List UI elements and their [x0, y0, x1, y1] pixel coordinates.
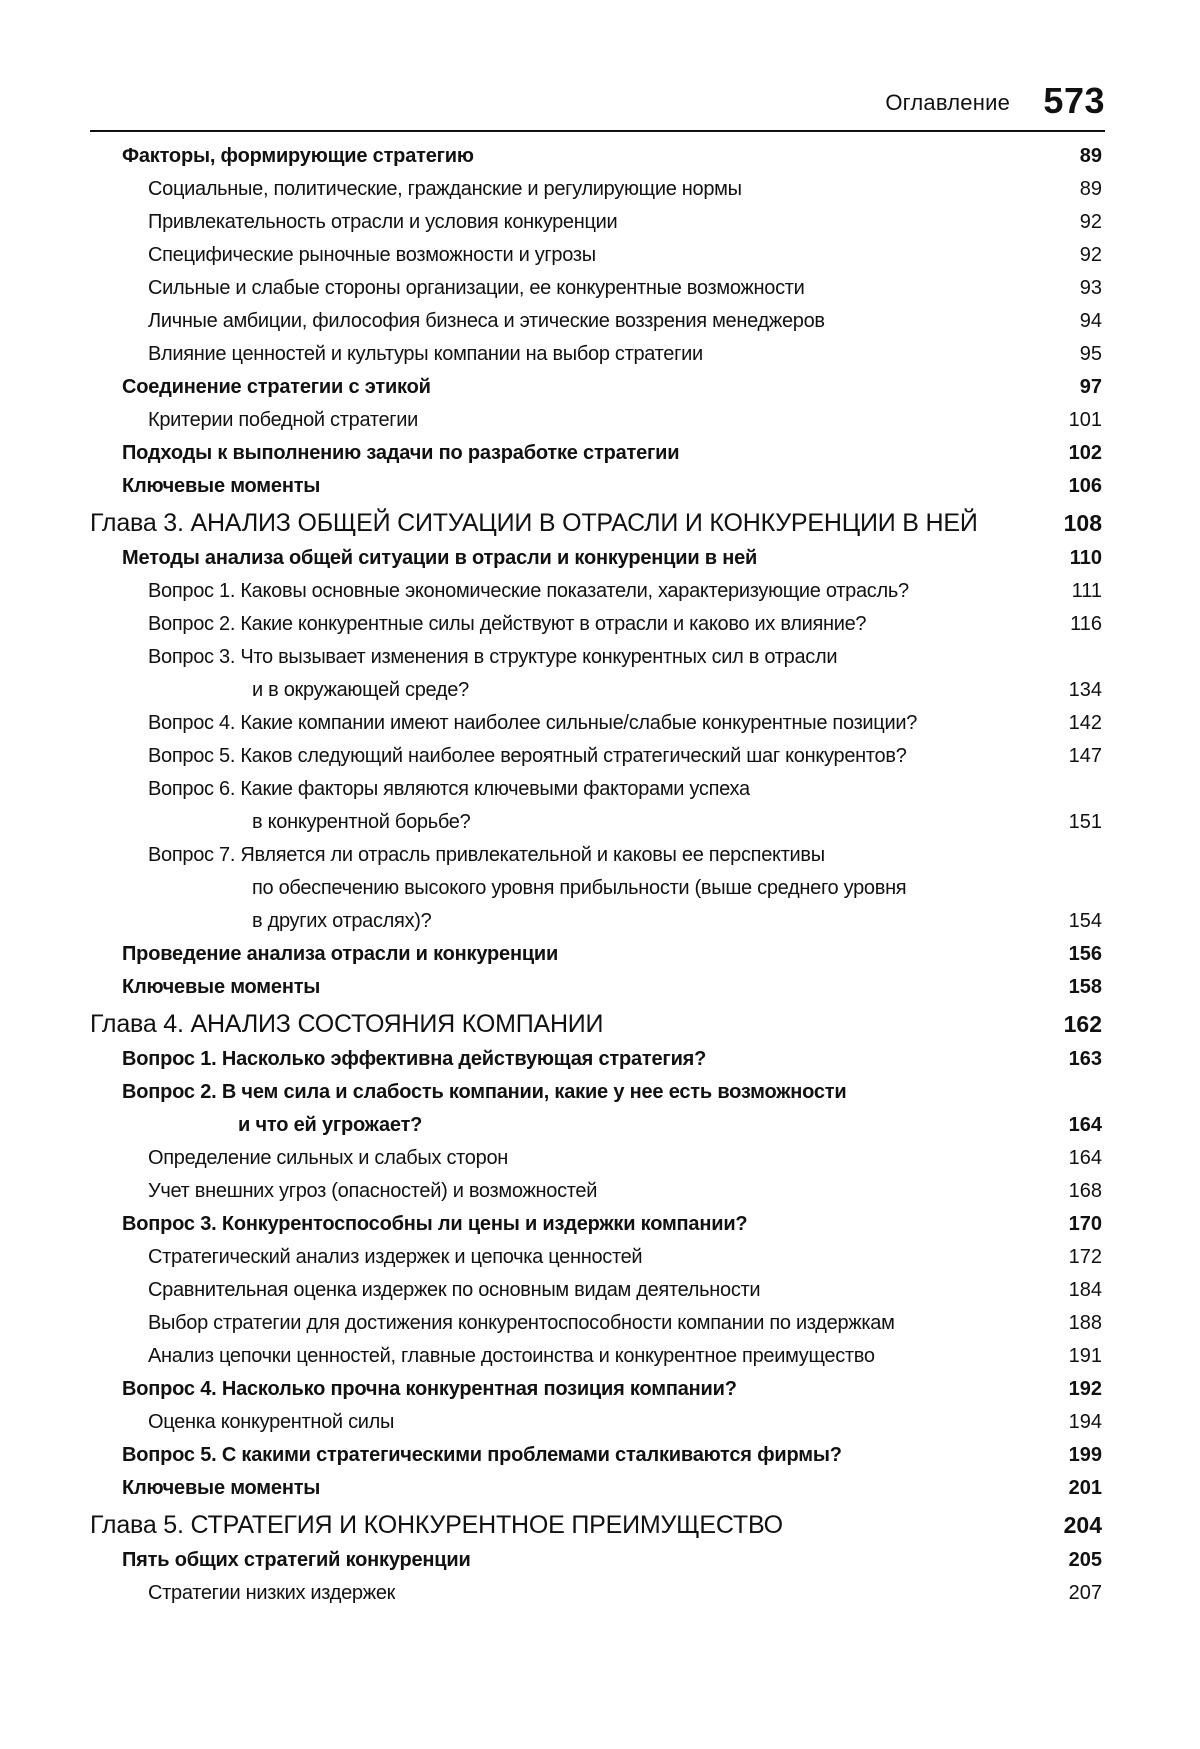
toc-subsection-row — [90, 305, 1102, 338]
toc-entry-page: 201 — [1068, 1477, 1102, 1499]
toc-entry-page: 89 — [1079, 145, 1102, 167]
toc-entry-title: Анализ цепочки ценностей, главные достоинства и конкурентное преимущество — [148, 1345, 875, 1367]
toc-entry-title: и что ей угрожает? — [238, 1114, 423, 1136]
toc-entry-title: Вопрос 4. Насколько прочна конкурентная позиция компании? — [122, 1378, 737, 1400]
toc-entry-page: 188 — [1068, 1312, 1102, 1334]
toc-entry-page: 170 — [1068, 1213, 1102, 1235]
toc-entry-page: 172 — [1068, 1246, 1102, 1268]
toc-entry-page: 93 — [1079, 277, 1102, 299]
toc-subsection-row — [90, 1577, 1102, 1610]
toc-section-row — [90, 1109, 1102, 1142]
toc-entry-title: Сильные и слабые стороны организации, ее конкурентные возможности — [148, 277, 805, 299]
toc-chapter-row — [90, 505, 1102, 542]
toc-section-row — [90, 542, 1102, 575]
toc-entry-title: Вопрос 7. Является ли отрасль привлекательной и каковы ее перспективы — [148, 844, 825, 866]
toc-subsection-row — [90, 806, 1102, 839]
toc-chapter-row — [90, 1507, 1102, 1544]
toc-entry-title: Глава 4. АНАЛИЗ СОСТОЯНИЯ КОМПАНИИ — [90, 1010, 604, 1038]
toc-entry-title: Вопрос 1. Насколько эффективна действующая стратегия? — [122, 1048, 707, 1070]
toc-entry-title: Методы анализа общей ситуации в отрасли и конкуренции в ней — [122, 547, 758, 569]
toc-entry-title: Вопрос 2. В чем сила и слабость компании, какие у нее есть возможности — [122, 1081, 847, 1103]
toc-entry-title: Привлекательность отрасли и условия конкуренции — [148, 211, 618, 233]
toc-chapter-row — [90, 1006, 1102, 1043]
toc-subsection-row — [90, 404, 1102, 437]
toc-entry-title: Вопрос 3. Что вызывает изменения в структуре конкурентных сил в отрасли — [148, 646, 838, 668]
table-of-contents — [90, 140, 1102, 1610]
toc-entry-title: Вопрос 1. Каковы основные экономические показатели, характеризующие отрасль? — [148, 580, 909, 602]
toc-subsection-row — [90, 608, 1102, 641]
toc-subsection-row — [90, 206, 1102, 239]
toc-entry-title: Стратегии низких издержек — [148, 1582, 396, 1604]
toc-entry-page: 204 — [1063, 1512, 1102, 1538]
toc-entry-page: 92 — [1079, 211, 1102, 233]
toc-entry-page: 102 — [1068, 442, 1102, 464]
toc-entry-title: Критерии победной стратегии — [148, 409, 419, 431]
toc-section-row — [90, 1544, 1102, 1577]
toc-entry-title: Соединение стратегии с этикой — [122, 376, 431, 398]
toc-entry-title: Вопрос 5. С какими стратегическими проблемами сталкиваются фирмы? — [122, 1444, 842, 1466]
toc-entry-page: 163 — [1068, 1048, 1102, 1070]
toc-entry-page: 191 — [1068, 1345, 1102, 1367]
toc-entry-page: 156 — [1068, 943, 1102, 965]
toc-entry-page: 205 — [1068, 1549, 1102, 1571]
toc-subsection-row — [90, 872, 1102, 905]
toc-entry-title: Специфические рыночные возможности и угрозы — [148, 244, 596, 266]
toc-entry-page: 194 — [1068, 1411, 1102, 1433]
toc-subsection-row — [90, 173, 1102, 206]
toc-entry-title: Влияние ценностей и культуры компании на выбор стратегии — [148, 343, 703, 365]
toc-entry-page: 168 — [1068, 1180, 1102, 1202]
toc-section-row — [90, 1076, 1102, 1109]
toc-subsection-row — [90, 1274, 1102, 1307]
toc-section-row — [90, 1472, 1102, 1505]
toc-entry-page: 147 — [1068, 745, 1102, 767]
toc-entry-title: Определение сильных и слабых сторон — [148, 1147, 509, 1169]
toc-entry-page: 116 — [1070, 613, 1102, 635]
toc-section-row — [90, 971, 1102, 1004]
toc-section-row — [90, 437, 1102, 470]
toc-entry-title: Ключевые моменты — [122, 1477, 321, 1499]
toc-subsection-row — [90, 1142, 1102, 1175]
toc-section-row — [90, 1373, 1102, 1406]
toc-section-row — [90, 1439, 1102, 1472]
toc-entry-title: Вопрос 3. Конкурентоспособны ли цены и издержки компании? — [122, 1213, 748, 1235]
toc-entry-title: Проведение анализа отрасли и конкуренции — [122, 943, 559, 965]
toc-entry-page: 89 — [1079, 178, 1102, 200]
toc-subsection-row — [90, 575, 1102, 608]
toc-entry-page: 92 — [1079, 244, 1102, 266]
toc-entry-title: в других отраслях)? — [252, 910, 432, 932]
toc-entry-page: 162 — [1063, 1011, 1102, 1037]
toc-entry-page: 111 — [1071, 580, 1102, 602]
toc-entry-title: Личные амбиции, философия бизнеса и этические воззрения менеджеров — [148, 310, 825, 332]
toc-section-row — [90, 140, 1102, 173]
toc-entry-title: Учет внешних угроз (опасностей) и возможностей — [148, 1180, 598, 1202]
toc-entry-title: Вопрос 2. Какие конкурентные силы действуют в отрасли и каково их влияние? — [148, 613, 867, 635]
toc-entry-page: 97 — [1079, 376, 1102, 398]
toc-section-row — [90, 1043, 1102, 1076]
toc-subsection-row — [90, 1241, 1102, 1274]
toc-subsection-row — [90, 272, 1102, 305]
toc-entry-title: Ключевые моменты — [122, 976, 321, 998]
toc-entry-title: Ключевые моменты — [122, 475, 321, 497]
toc-entry-page: 158 — [1068, 976, 1102, 998]
toc-entry-page: 94 — [1079, 310, 1102, 332]
toc-subsection-row — [90, 1406, 1102, 1439]
toc-subsection-row — [90, 239, 1102, 272]
toc-entry-title: Социальные, политические, гражданские и регулирующие нормы — [148, 178, 742, 200]
toc-subsection-row — [90, 674, 1102, 707]
toc-entry-page: 101 — [1068, 409, 1102, 431]
toc-entry-title: Выбор стратегии для достижения конкурентоспособности компании по издержкам — [148, 1312, 895, 1334]
toc-subsection-row — [90, 1340, 1102, 1373]
toc-section-row — [90, 938, 1102, 971]
toc-entry-title: Вопрос 6. Какие факторы являются ключевыми факторами успеха — [148, 778, 750, 800]
toc-entry-page: 207 — [1068, 1582, 1102, 1604]
toc-entry-page: 184 — [1068, 1279, 1102, 1301]
toc-entry-title: в конкурентной борьбе? — [252, 811, 471, 833]
toc-entry-title: Вопрос 5. Каков следующий наиболее вероятный стратегический шаг конкурентов? — [148, 745, 907, 767]
toc-section-row — [90, 371, 1102, 404]
toc-subsection-row — [90, 839, 1102, 872]
toc-subsection-row — [90, 1175, 1102, 1208]
running-head — [90, 80, 1105, 130]
toc-entry-page: 134 — [1068, 679, 1102, 701]
toc-entry-title: Сравнительная оценка издержек по основным видам деятельности — [148, 1279, 761, 1301]
toc-subsection-row — [90, 740, 1102, 773]
toc-entry-page: 110 — [1069, 547, 1102, 569]
page-number: 573 — [1043, 80, 1105, 121]
toc-entry-title: Пять общих стратегий конкуренции — [122, 1549, 471, 1571]
toc-subsection-row — [90, 1307, 1102, 1340]
toc-entry-title: Вопрос 4. Какие компании имеют наиболее сильные/слабые конкурентные позиции? — [148, 712, 918, 734]
toc-subsection-row — [90, 338, 1102, 371]
toc-subsection-row — [90, 773, 1102, 806]
toc-entry-title: по обеспечению высокого уровня прибыльности (выше среднего уровня — [252, 877, 907, 899]
toc-entry-page: 95 — [1079, 343, 1102, 365]
toc-entry-page: 108 — [1063, 510, 1102, 536]
toc-entry-title: Оценка конкурентной силы — [148, 1411, 395, 1433]
toc-entry-page: 199 — [1068, 1444, 1102, 1466]
toc-entry-title: и в окружающей среде? — [252, 679, 469, 701]
toc-entry-title: Подходы к выполнению задачи по разработке стратегии — [122, 442, 680, 464]
toc-entry-title: Факторы, формирующие стратегию — [122, 145, 474, 167]
toc-section-row — [90, 470, 1102, 503]
toc-subsection-row — [90, 905, 1102, 938]
header-rule — [90, 130, 1105, 132]
toc-entry-page: 192 — [1068, 1378, 1102, 1400]
toc-entry-page: 154 — [1068, 910, 1102, 932]
toc-subsection-row — [90, 707, 1102, 740]
toc-subsection-row — [90, 641, 1102, 674]
toc-entry-title: Глава 5. СТРАТЕГИЯ И КОНКУРЕНТНОЕ ПРЕИМУЩЕСТВО — [90, 1511, 783, 1539]
toc-entry-page: 142 — [1068, 712, 1102, 734]
toc-entry-page: 164 — [1068, 1114, 1102, 1136]
toc-section-row — [90, 1208, 1102, 1241]
toc-entry-title: Стратегический анализ издержек и цепочка ценностей — [148, 1246, 643, 1268]
toc-entry-page: 164 — [1068, 1147, 1102, 1169]
toc-entry-page: 151 — [1068, 811, 1102, 833]
toc-entry-page: 106 — [1068, 475, 1102, 497]
running-title: Оглавление — [885, 90, 1010, 115]
toc-entry-title: Глава 3. АНАЛИЗ ОБЩЕЙ СИТУАЦИИ В ОТРАСЛИ И КОНКУРЕНЦИИ В НЕЙ — [90, 509, 978, 537]
